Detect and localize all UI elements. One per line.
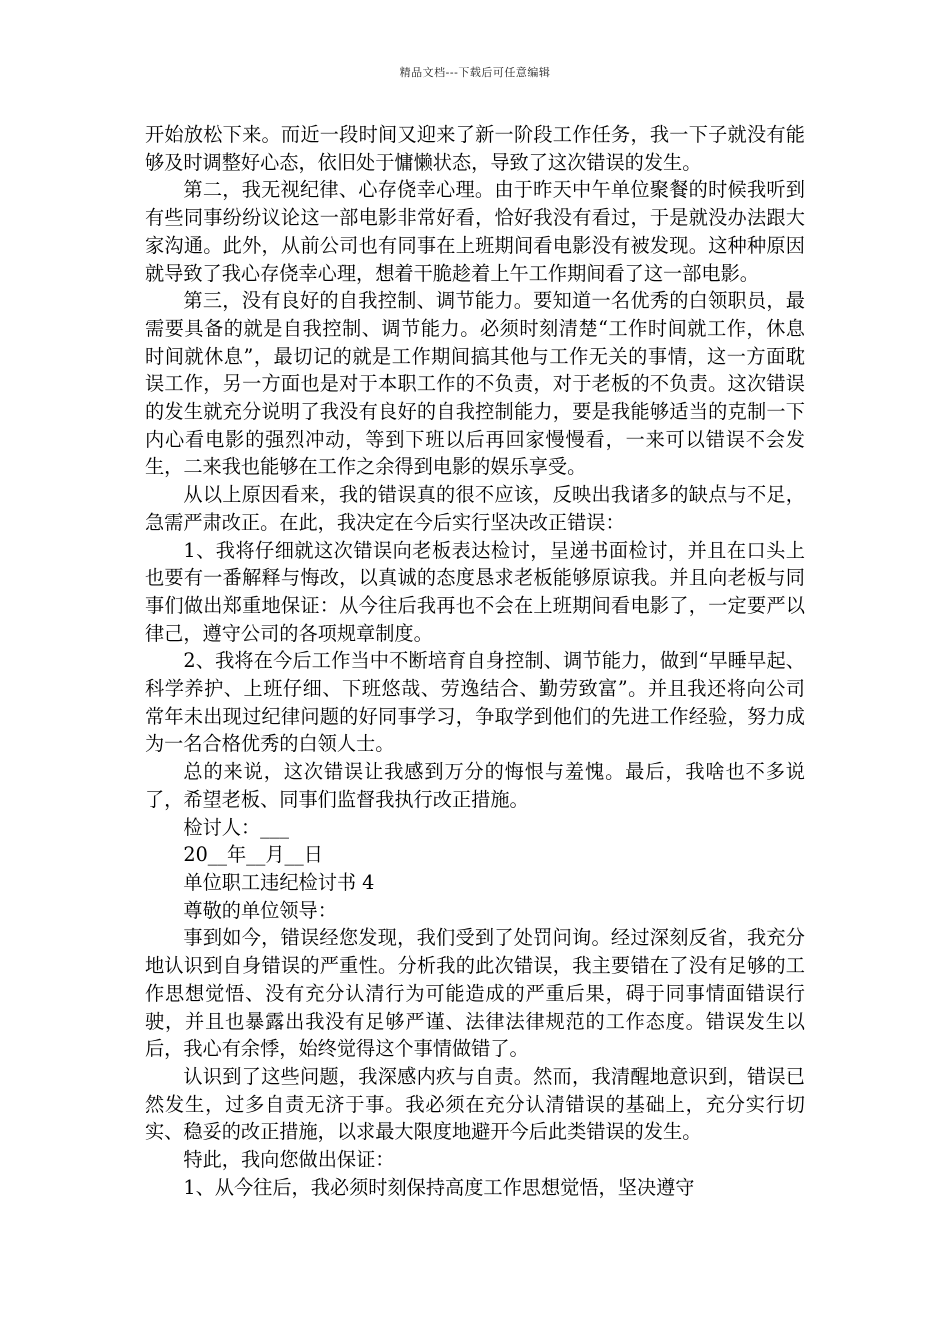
- paragraph: 认识到了这些问题，我深感内疚与自责。然而，我清醒地意识到，错误已然发生，过多自责无济于事。我必须在充分认清错误的基础上，充分实行切实、稳妥的改正措施，以求最大限度地避开今后此类错误的发生。: [145, 1064, 805, 1144]
- date-line: 20__年__月__日: [183, 843, 323, 867]
- paragraph: 1、我将仔细就这次错误向老板表达检讨，呈递书面检讨，并且在口头上也要有一番解释与悔改，以真诚的态度恳求老板能够原谅我。并且向老板与同事们做出郑重地保证：从今往后我再也不会在上班期间看电影了，一定要严以律己，遵守公司的各项规章制度。: [145, 538, 805, 645]
- salutation: 尊敬的单位领导：: [183, 898, 337, 922]
- section-title: 单位职工违纪检讨书 4: [183, 870, 375, 894]
- paragraph: 开始放松下来。而近一段时间又迎来了新一阶段工作任务，我一下子就没有能够及时调整好心态，依旧处于慵懒状态，导致了这次错误的发生。: [145, 123, 805, 174]
- paragraph: 第三，没有良好的自我控制、调节能力。要知道一名优秀的白领职员，最需要具备的就是自我控制、调节能力。必须时刻清楚“工作时间就工作，休息时间就休息”，最切记的就是工作期间搞其他与工作无关的事情，这一方面耽误工作，另一方面也是对于本职工作的不负责，对于老板的不负责。这次错误的发生就充分说明了我没有良好的自我控制能力，要是我能够适当的克制一下内心看电影的强烈冲动，等到下班以后再回家慢慢看，一来可以错误不会发生，二来我也能够在工作之余得到电影的娱乐享受。: [145, 289, 805, 479]
- paragraph: 从以上原因看来，我的错误真的很不应该，反映出我诸多的缺点与不足，急需严肃改正。在此，我决定在今后实行坚决改正错误：: [145, 483, 805, 534]
- page-header: 精品文档---下载后可任意编辑: [399, 66, 551, 79]
- signature-line: 检讨人：___: [183, 815, 289, 839]
- paragraph: 第二，我无视纪律、心存侥幸心理。由于昨天中午单位聚餐的时候我听到有些同事纷纷议论这一部电影非常好看，恰好我没有看过，于是就没办法跟大家沟通。此外，从前公司也有同事在上班期间看电影没有被发现。这种种原因就导致了我心存侥幸心理，想着干脆趁着上午工作期间看了这一部电影。: [145, 178, 805, 285]
- paragraph: 事到如今，错误经您发现，我们受到了处罚问询。经过深刻反省，我充分地认识到自身错误的严重性。分析我的此次错误，我主要错在了没有足够的工作思想觉悟、没有充分认清行为可能造成的严重后果，碍于同事情面错误行驶，并且也暴露出我没有足够严谨、法律法律规范的工作态度。错误发生以后，我心有余悸，始终觉得这个事情做错了。: [145, 926, 805, 1061]
- paragraph: 特此，我向您做出保证：: [183, 1148, 395, 1172]
- paragraph: 1、从今往后，我必须时刻保持高度工作思想觉悟，坚决遵守: [183, 1175, 695, 1199]
- paragraph: 2、我将在今后工作当中不断培育自身控制、调节能力，做到“早睡早起、科学养护、上班仔细、下班悠哉、劳逸结合、勤劳致富”。并且我还将向公司常年未出现过纪律问题的好同事学习，争取学到他们的先进工作经验，努力成为一名合格优秀的白领人士。: [145, 649, 805, 756]
- paragraph: 总的来说，这次错误让我感到万分的悔恨与羞愧。最后，我啥也不多说了，希望老板、同事们监督我执行改正措施。: [145, 760, 805, 811]
- document-body: [145, 121, 805, 1201]
